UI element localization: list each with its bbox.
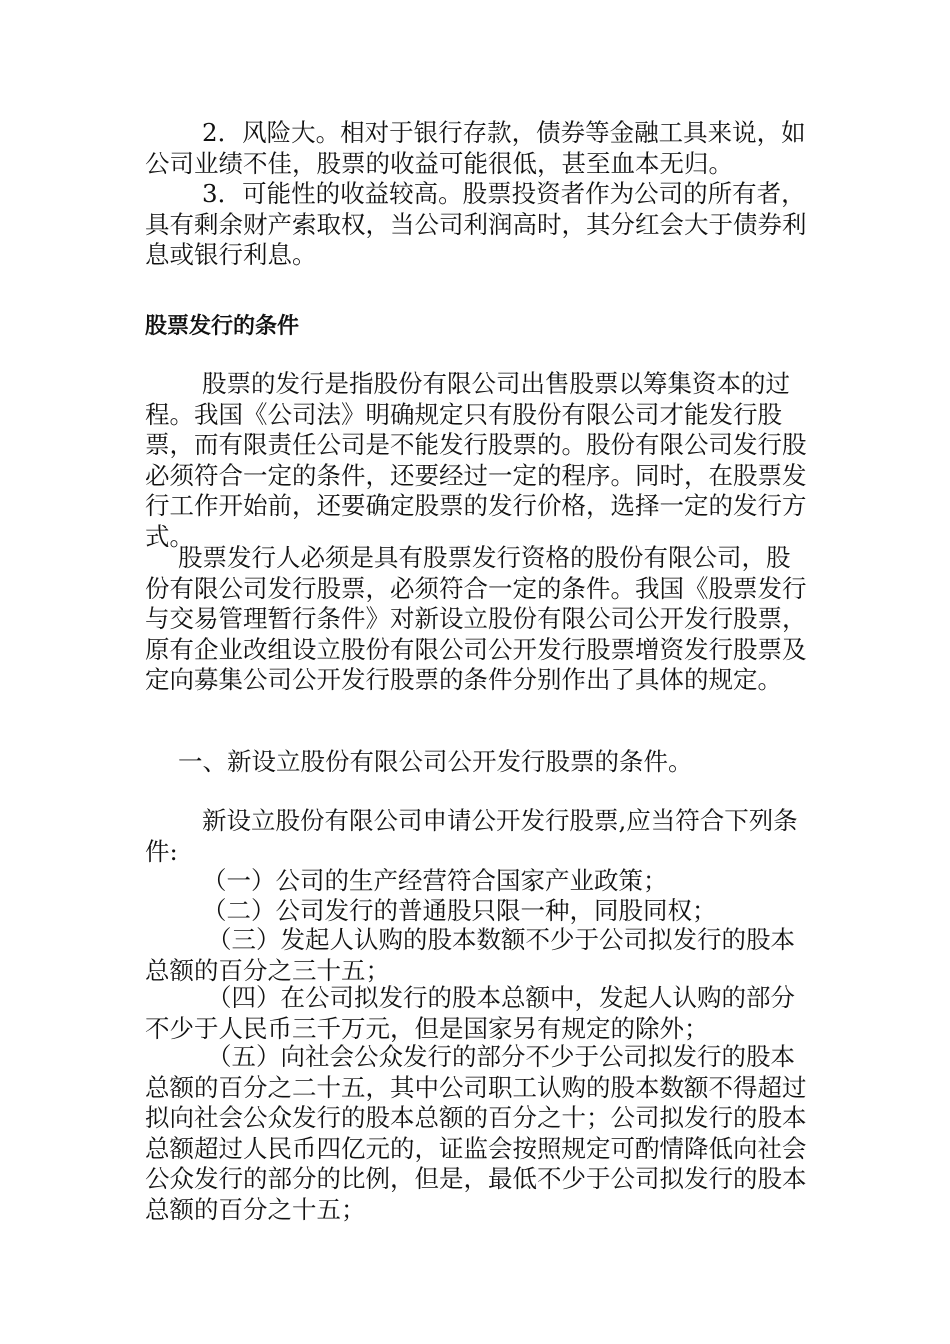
- paragraph-intro-1: 股票的发行是指股份有限公司出售股票以筹集资本的过程。我国《公司法》明确规定只有股份有限公司才能发行股票，而有限责任公司是不能发行股票的。股份有限公司发行股必须符合一定的条件，还要经过一定的程序。同时，在股票发行工作开始前，还要确定股票的发行价格，选择一定的发行方式。: [145, 369, 807, 551]
- section-heading: 股票发行的条件: [145, 314, 300, 339]
- list-item-2: （二）公司发行的普通股只限一种，同股同权；: [202, 896, 717, 925]
- section-1-lead: 新设立股份有限公司申请公开发行股票,应当符合下列条件:: [145, 806, 798, 866]
- list-item-3: （三）发起人认购的股本数额不少于公司拟发行的股本总额的百分之三十五；: [145, 925, 795, 985]
- paragraph-intro-2: 股票发行人必须是具有股票发行资格的股份有限公司，股份有限公司发行股票，必须符合一定的条件。我国《股票发行与交易管理暂行条件》对新设立股份有限公司公开发行股票，原有企业改组设立股份有限公司公开发行股票增资发行股票及定向募集公司公开发行股票的条件分别作出了具体的规定。: [145, 543, 807, 694]
- paragraph-risk: 2．风险大。相对于银行存款，债券等金融工具来说，如公司业绩不佳，股票的收益可能很低，甚至血本无归。: [145, 118, 806, 178]
- paragraph-return: 3．可能性的收益较高。股票投资者作为公司的所有者，具有剩余财产索取权，当公司利润高时，其分红会大于债券利息或银行利息。: [145, 179, 807, 269]
- list-item-5: （五）向社会公众发行的部分不少于公司拟发行的股本总额的百分之二十五，其中公司职工认购的股本数额不得超过拟向社会公众发行的股本总额的百分之十；公司拟发行的股本总额超过人民币四亿元的，证监会按照规定可酌情降低向社会公众发行的部分的比例，但是，最低不少于公司拟发行的股本总额的百分之十五；: [145, 1042, 807, 1224]
- list-item-4: （四）在公司拟发行的股本总额中，发起人认购的部分不少于人民币三千万元，但是国家另有规定的除外；: [145, 983, 795, 1043]
- section-1-title: 一、新设立股份有限公司公开发行股票的条件。: [178, 747, 693, 776]
- list-item-1: （一）公司的生产经营符合国家产业政策；: [202, 866, 668, 895]
